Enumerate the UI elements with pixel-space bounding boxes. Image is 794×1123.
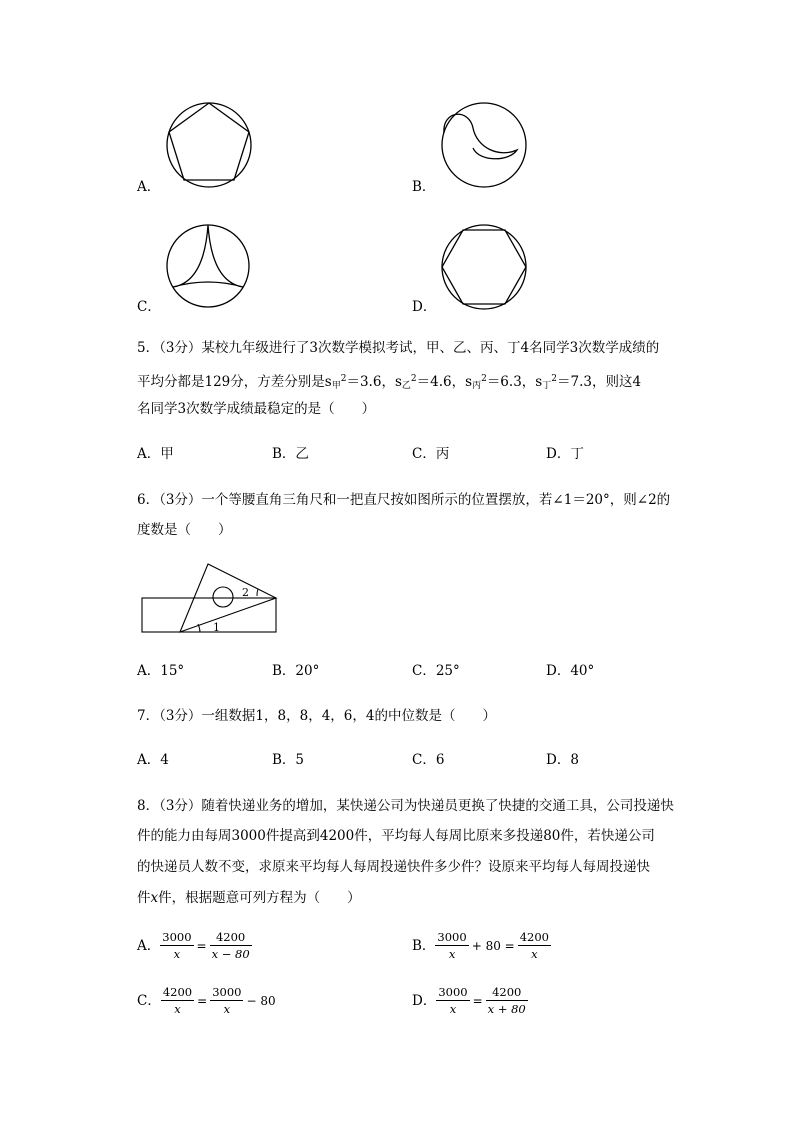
figure-ruler-and-triangle <box>140 562 280 636</box>
q5-line2-pre: 平均分都是129分，方差分别是 <box>137 374 325 390</box>
q8-option-b: B． $\frac{3000}{x}$ + 80 = $\frac{4200}{x}$ <box>412 930 549 961</box>
q8-option-d: D． $\frac{3000}{x}$ = $\frac{4200}{x + 80}$ <box>412 985 526 1016</box>
fraction: $\frac{3000}{x}$ <box>437 930 467 961</box>
fraction: $\frac{4200}{x}$ <box>519 930 549 961</box>
set-square-hole <box>213 587 233 607</box>
fraction: $\frac{4200}{x}$ <box>162 985 193 1016</box>
figure-b-yin-yang-curve <box>439 100 529 190</box>
q6-line1: 6．（3分）一个等腰直角三角尺和一把直尺按如图所示的位置摆放，若∠1＝20°，则∠2的 <box>137 492 671 508</box>
q5-option-a: A．甲 <box>137 446 174 462</box>
figure-a-pentagon-in-circle <box>164 100 254 190</box>
q8-option-a: A． $\frac{3000}{x}$ = $\frac{4200}{x - 80}$ <box>137 930 250 961</box>
q6-line2: 度数是（ ） <box>137 522 232 538</box>
figure-c-reuleaux-in-circle <box>164 222 252 310</box>
q5-line3: 名同学3次数学成绩最稳定的是（ ） <box>137 401 376 417</box>
q7-option-b: B．5 <box>272 752 305 768</box>
q7-option-a: A．4 <box>137 752 169 768</box>
q7-line1: 7．（3分）一组数据1，8，8，4，6，4的中位数是（ ） <box>137 708 496 724</box>
q6-option-c: C．25° <box>412 663 460 679</box>
fraction: $\frac{3000}{x}$ <box>162 930 192 961</box>
q6-option-d: D．40° <box>546 663 595 679</box>
angle-2-label: 2 <box>242 586 249 599</box>
angle-1-label: 1 <box>213 621 220 634</box>
figure-d-hexagon-in-circle <box>439 222 529 312</box>
q5-option-d: D．丁 <box>546 446 584 462</box>
q5-line2: 平均分都是129分，方差分别是$s_甲^2=3.6$，$s_乙^2=4.6$，$s_丙^2=6.3$，$s_丁^2=7.3$，则这4 <box>137 374 642 391</box>
q5-line1: 5．（3分）某校九年级进行了3次数学模拟考试，甲、乙、丙、丁4名同学3次数学成绩的 <box>137 340 660 356</box>
q8-option-c: C． $\frac{4200}{x}$ = $\frac{3000}{x}$ − 80 <box>137 985 276 1016</box>
fraction: $\frac{4200}{x + 80}$ <box>487 985 526 1016</box>
q8-line4: 件x件，根据题意可列方程为（ ） <box>137 890 361 906</box>
q6-option-b: B．20° <box>272 663 320 679</box>
fraction: $\frac{3000}{x}$ <box>438 985 468 1016</box>
q8-line2: 件的能力由每周3000件提高到4200件，平均每人每周比原来多投递80件，若快递公司 <box>137 828 655 844</box>
fraction: $\frac{4200}{x - 80}$ <box>211 930 250 961</box>
q8-line1: 8．（3分）随着快递业务的增加，某快递公司为快递员更换了快捷的交通工具，公司投递快 <box>137 798 674 814</box>
fraction: $\frac{3000}{x}$ <box>212 985 242 1016</box>
option-b-label: B． <box>412 179 436 195</box>
angle-2-arc <box>257 589 258 596</box>
q8-line3: 的快递员人数不变，求原来平均每人每周投递快件多少件？设原来平均每人每周投递快 <box>137 859 650 875</box>
option-d-label: D． <box>412 299 437 315</box>
q6-option-a: A．15° <box>137 663 185 679</box>
ruler <box>142 598 276 632</box>
q7-option-d: D．8 <box>546 752 579 768</box>
variable-x: x <box>150 890 159 906</box>
q5-option-c: C．丙 <box>412 446 450 462</box>
option-c-label: C． <box>137 299 161 315</box>
option-a-label: A． <box>137 179 161 195</box>
q7-option-c: C．6 <box>412 752 445 768</box>
q5-option-b: B．乙 <box>272 446 309 462</box>
